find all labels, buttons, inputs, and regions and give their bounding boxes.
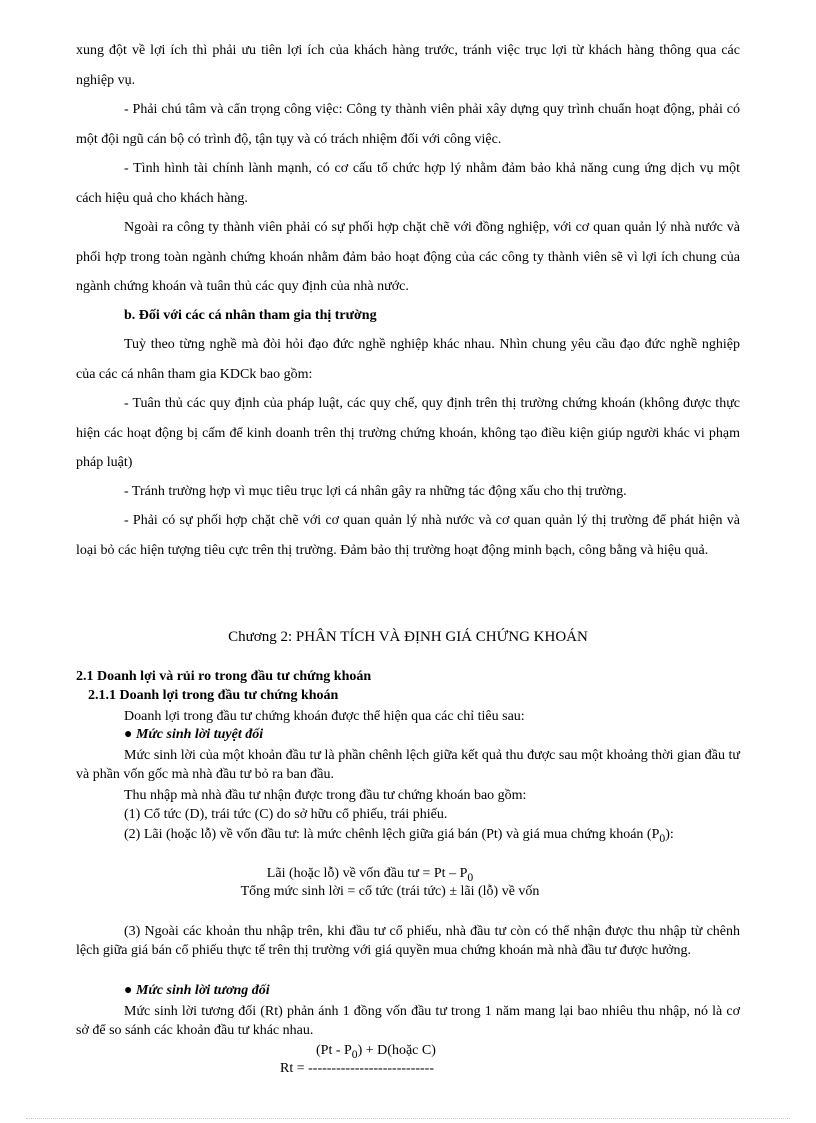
paragraph-ethics-requirements: Tuỳ theo từng nghề mà đòi hỏi đạo đức nghề nghiệp khác nhau. Nhìn chung yêu cầu đạo đức nghề nghiệp của các cá nhân tham gia KDCk bao gồm: (76, 337, 740, 382)
paragraph-relative-definition: Mức sinh lời tương đối (Rt) phản ánh 1 đồng vốn đầu tư trong 1 năm mang lại bao nhiêu thu nhập, nó là cơ sở để so sánh các khoản đầu tư khác nhau. (76, 1004, 740, 1038)
heading-absolute-return (124, 725, 740, 744)
paragraph-income-sources: Thu nhập mà nhà đầu tư nhận được trong đầu tư chứng khoán bao gồm: (124, 788, 527, 803)
paragraph-finance: - Tình hình tài chính lành mạnh, có cơ cấu tổ chức hợp lý nhằm đảm bảo khả năng cung ứng dịch vụ một cách hiệu quả cho khách hàng. (76, 161, 740, 206)
formula-total-return: Tổng mức sinh lời = cổ tức (trái tức) ± lãi (lỗ) về vốn (240, 884, 540, 899)
paragraph-indicators: Doanh lợi trong đầu tư chứng khoán được thể hiện qua các chỉ tiêu sau: (124, 709, 525, 724)
list-item-capital-gain: (2) Lãi (hoặc lỗ) về vốn đầu tư: là mức chênh lệch giữa giá bán (Pt) và giá mua chứng khoán $(P_0)$: (124, 827, 674, 845)
formula-rt: Rt = --------------------------- (280, 1061, 434, 1076)
formula-numerator: $(Pt - P_0)$ + D(hoặc C) (316, 1043, 436, 1061)
paragraph-absolute-definition: Mức sinh lời của một khoản đầu tư là phần chênh lệch giữa kết quả thu được sau một khoảng thời gian đầu tư và phần vốn gốc mà nhà đầu tư bỏ ra ban đầu. (76, 748, 740, 782)
bullet-icon: ● (124, 983, 133, 998)
paragraph-coordination: Ngoài ra công ty thành viên phải có sự phối hợp chặt chẽ với đồng nghiệp, với cơ quan quản lý nhà nước và phối hợp trong toàn ngành chứng khoán nhằm đảm bảo hoạt động của các công ty thành viên sẽ vì lợi ích chung của ngành chứng khoán và tuân thủ các quy định của nhà nước. (76, 220, 740, 294)
paragraph-avoid-self-interest: - Tránh trường hợp vì mục tiêu trục lợi cá nhân gây ra những tác động xấu cho thị trường. (124, 484, 627, 499)
paragraph-comply-law: - Tuân thủ các quy định của pháp luật, các quy chế, quy định trên thị trường chứng khoán (không được thực hiện các hoạt động bị cấm để kinh doanh trên thị trường chứng khoán, không tạo điều kiện giúp người khác vi phạm pháp luật) (76, 396, 740, 470)
heading-relative-return (124, 981, 740, 1000)
chapter-title: Chương 2: PHÂN TÍCH VÀ ĐỊNH GIÁ CHỨNG KHOÁN (228, 629, 588, 645)
heading-absolute-return-text: Mức sinh lời tuyệt đối (135, 727, 264, 742)
paragraph-market-coordination: - Phải có sự phối hợp chặt chẽ với cơ quan quản lý nhà nước và cơ quan quản lý thị trường để phát hiện và loại bỏ các hiện tượng tiêu cực trên thị trường. Đảm bảo thị trường hoạt động minh bạch, công bằng và hiệu quả. (76, 513, 740, 558)
paragraph-diligence: - Phải chú tâm và cẩn trọng công việc: Công ty thành viên phải xây dựng quy trình chuẩn hoạt động, phải có một đội ngũ cán bộ có trình độ, tận tụy và có trách nhiệm đối với công việc. (76, 102, 740, 147)
formula-capital-gain: Lãi (hoặc lỗ) về vốn đầu tư = Pt – $P_0$ (266, 866, 474, 884)
list-item-rights-income: (3) Ngoài các khoản thu nhập trên, khi đầu tư cổ phiếu, nhà đầu tư còn có thể nhận được thu nhập từ chênh lệch giữa giá bán cổ phiếu thực tế trên thị trường với giá quyền mua chứng khoán mà nhà đầu tư được hưởng. (76, 924, 740, 958)
heading-relative-return-text: Mức sinh lời tương đối (135, 983, 270, 998)
heading-2-1: 2.1 Doanh lợi và rủi ro trong đầu tư chứng khoán (76, 669, 372, 684)
section-heading-b: b. Đối với các cá nhân tham gia thị trường (124, 308, 377, 323)
paragraph-intro-continued: xung đột về lợi ích thì phải ưu tiên lợi ích của khách hàng trước, tránh việc trục lợi từ khách hàng thông qua các nghiệp vụ. (76, 43, 740, 88)
list-item-dividend: (1) Cổ tức (D), trái tức (C) do sở hữu cổ phiếu, trái phiếu. (124, 807, 448, 822)
bullet-icon: ● (124, 727, 133, 742)
heading-2-1-1: 2.1.1 Doanh lợi trong đầu tư chứng khoán (88, 688, 339, 703)
page-bottom-divider (26, 1118, 790, 1119)
